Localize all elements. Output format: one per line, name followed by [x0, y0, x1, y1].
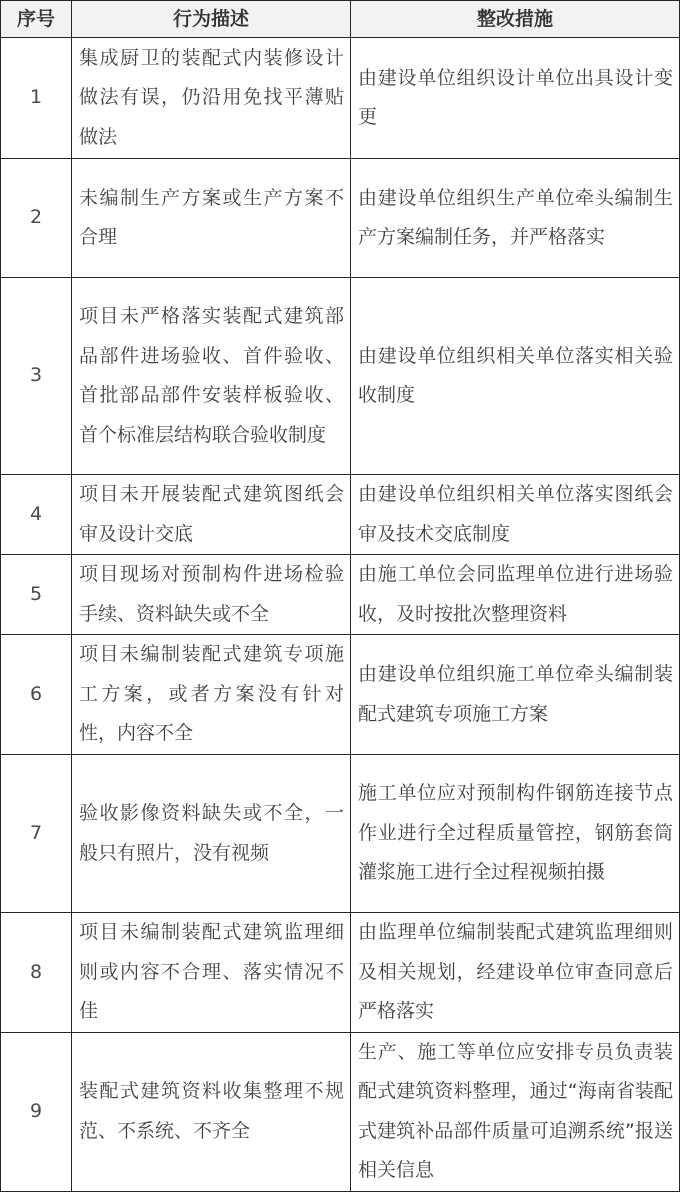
row-num: 9 [1, 1032, 72, 1191]
row-fix: 由建设单位组织生产单位牵头编制生产方案编制任务，并严格落实 [351, 159, 680, 278]
row-fix: 由建设单位组织相关单位落实图纸会审及技术交底制度 [351, 475, 680, 555]
row-behavior: 项目现场对预制构件进场检验手续、资料缺失或不全 [72, 555, 351, 635]
row-behavior: 项目未严格落实装配式建筑部品部件进场验收、首件验收、首批部品部件安装样板验收、首个标准层结构联合验收制度 [72, 278, 351, 475]
row-num: 8 [1, 913, 72, 1033]
header-num: 序号 [1, 1, 72, 38]
row-fix: 由建设单位组织施工单位牵头编制装配式建筑专项施工方案 [351, 635, 680, 755]
row-behavior: 验收影像资料缺失或不全，一般只有照片，没有视频 [72, 755, 351, 913]
row-behavior: 项目未编制装配式建筑监理细则或内容不合理、落实情况不佳 [72, 913, 351, 1033]
row-fix: 生产、施工等单位应安排专员负责装配式建筑资料整理，通过“海南省装配式建筑补品部件质量可追溯系统”报送相关信息 [351, 1032, 680, 1191]
row-fix: 施工单位应对预制构件钢筋连接节点作业进行全过程质量管控，钢筋套筒灌浆施工进行全过程视频拍摄 [351, 755, 680, 913]
row-fix: 由建设单位组织相关单位落实相关验收制度 [351, 278, 680, 475]
row-behavior: 项目未编制装配式建筑专项施工方案，或者方案没有针对性，内容不全 [72, 635, 351, 755]
table-row [1, 1032, 680, 1191]
row-num: 3 [1, 278, 72, 475]
row-fix: 由施工单位会同监理单位进行进场验收，及时按批次整理资料 [351, 555, 680, 635]
row-num: 6 [1, 635, 72, 755]
row-behavior: 项目未开展装配式建筑图纸会审及设计交底 [72, 475, 351, 555]
header-fix: 整改措施 [351, 1, 680, 38]
row-num: 7 [1, 755, 72, 913]
table-row [1, 278, 680, 475]
row-num: 4 [1, 475, 72, 555]
row-behavior: 装配式建筑资料收集整理不规范、不系统、不齐全 [72, 1032, 351, 1191]
header-row [1, 1, 680, 38]
table-row [1, 38, 680, 159]
row-behavior: 集成厨卫的装配式内装修设计做法有误，仍沿用免找平薄贴做法 [72, 38, 351, 159]
table-row [1, 555, 680, 635]
row-num: 1 [1, 38, 72, 159]
row-behavior: 未编制生产方案或生产方案不合理 [72, 159, 351, 278]
row-fix: 由建设单位组织设计单位出具设计变更 [351, 38, 680, 159]
table-row [1, 913, 680, 1033]
row-num: 5 [1, 555, 72, 635]
table-row [1, 635, 680, 755]
table-row [1, 755, 680, 913]
table-row [1, 475, 680, 555]
header-behavior: 行为描述 [72, 1, 351, 38]
row-num: 2 [1, 159, 72, 278]
table-row [1, 159, 680, 278]
row-fix: 由监理单位编制装配式建筑监理细则及相关规划，经建设单位审查同意后严格落实 [351, 913, 680, 1033]
